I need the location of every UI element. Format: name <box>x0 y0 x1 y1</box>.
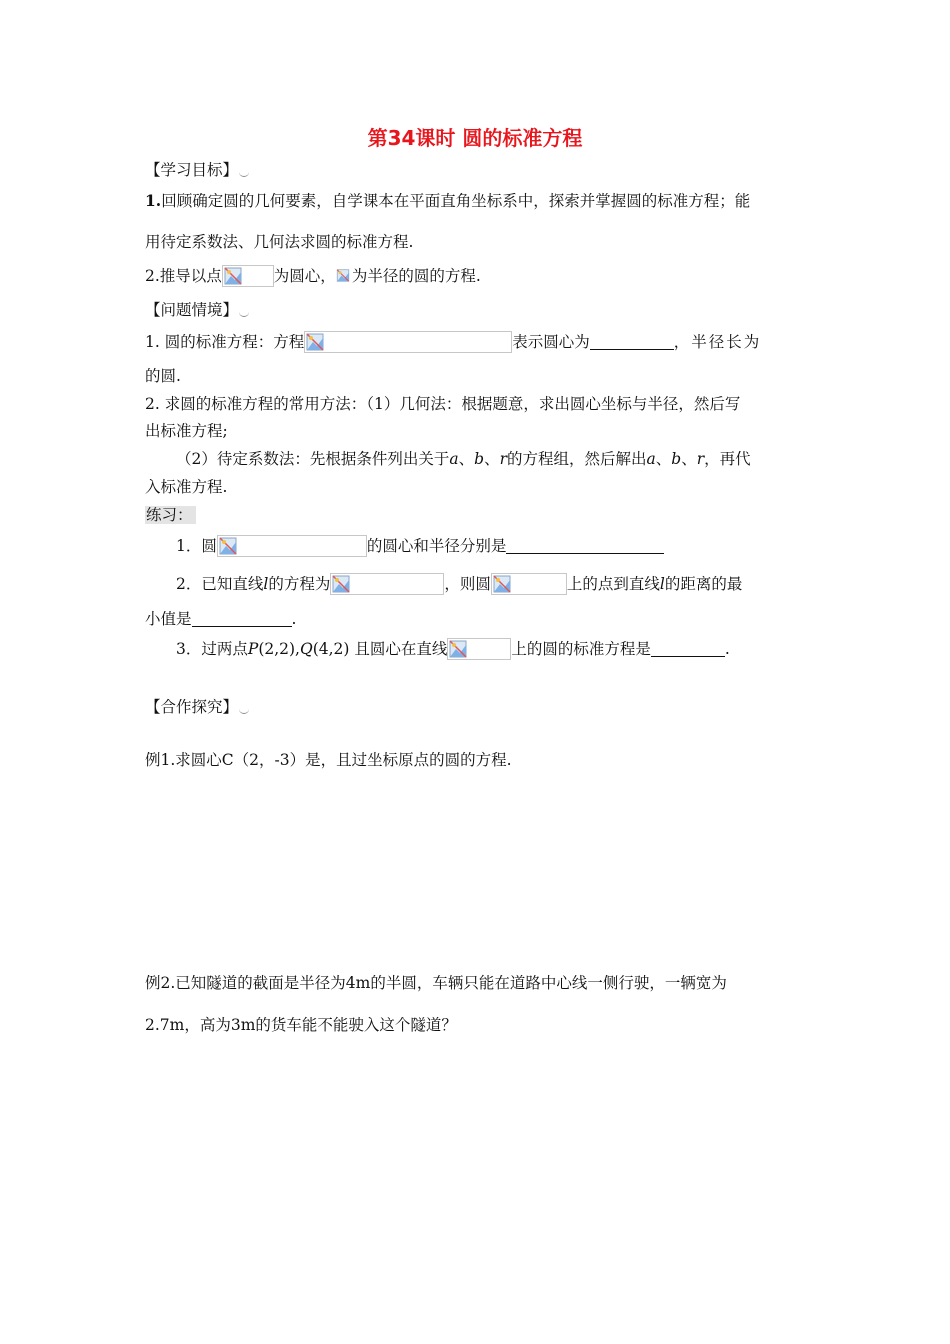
answer-blank-practice-1[interactable] <box>506 537 664 554</box>
page-title: 第34课时 圆的标准方程 <box>367 126 583 150</box>
practice-2-text-g: . <box>291 610 297 628</box>
goal-1-line-1 <box>145 189 810 211</box>
situation-3 <box>176 447 810 469</box>
goal-2-text-b: 为圆心， <box>273 267 336 285</box>
situation-3-text-a: （2）待定系数法：先根据条件列出关于 <box>176 450 450 468</box>
broken-image-icon <box>224 267 242 285</box>
separator: 、 <box>458 450 475 468</box>
practice-2-text-c: ，则圆 <box>444 575 491 593</box>
broken-image-icon <box>219 537 237 555</box>
section-situation <box>145 298 810 320</box>
situation-3-text-b: 的方程组，然后解出 <box>507 450 647 468</box>
point-P: P <box>247 640 259 658</box>
answer-blank-center[interactable] <box>590 333 674 350</box>
broken-image-icon <box>306 333 324 351</box>
paragraph-mark-icon <box>239 707 249 714</box>
formula-image-center <box>222 265 274 287</box>
var-a: a <box>449 450 459 468</box>
var-r: r <box>499 450 508 468</box>
section-explore <box>145 695 810 717</box>
example-2-line-1: 例2.已知隧道的截面是半径为4m的半圆，车辆只能在道路中心线一侧行驶，一辆宽为 <box>145 974 727 992</box>
practice-3-text-b: 且圆心在直线 <box>354 640 448 658</box>
situation-1-text-b: 表示圆心为 <box>512 333 590 351</box>
goal-1-text-1: 回顾确定圆的几何要素，自学课本在平面直角坐标系中，探索并掌握圆的标准方程；能 <box>161 192 751 210</box>
practice-3-text-d: . <box>724 640 730 658</box>
formula-image-radius <box>336 269 352 283</box>
example-1: 例1.求圆心C（2，-3）是，且过坐标原点的圆的方程. <box>145 751 512 769</box>
separator: 、 <box>655 450 672 468</box>
practice-1-text-b: 的圆心和半径分别是 <box>366 537 507 555</box>
broken-image-icon <box>336 269 350 282</box>
formula-image-line-center <box>447 638 511 660</box>
formula-image-standard-equation <box>304 331 512 353</box>
answer-blank-practice-2[interactable] <box>192 610 292 627</box>
practice-3 <box>176 637 810 660</box>
section-explore-label: 【合作探究】 <box>145 698 239 716</box>
paragraph-mark-icon <box>239 310 249 317</box>
practice-1 <box>176 534 810 557</box>
paragraph-mark-icon <box>239 170 249 177</box>
var-l: l <box>659 575 665 593</box>
answer-blank-practice-3[interactable] <box>651 640 725 657</box>
section-situation-label: 【问题情境】 <box>145 301 239 319</box>
situation-1-text-a: 1. 圆的标准方程：方程 <box>145 333 305 351</box>
practice-3-text-a: 3．过两点 <box>176 640 248 658</box>
practice-2-text-e: 的距离的最 <box>664 575 743 593</box>
situation-1-end: 的圆. <box>145 367 181 385</box>
practice-2-text-f: 小值是 <box>145 610 192 628</box>
broken-image-icon <box>493 575 511 593</box>
practice-2-end <box>145 607 810 629</box>
practice-1-text-a: 1．圆 <box>176 537 217 555</box>
situation-2-line-2: 出标准方程; <box>145 422 228 440</box>
formula-image-circle-2 <box>491 573 567 595</box>
separator: 、 <box>681 450 697 468</box>
practice-3-text-c: 上的圆的标准方程是 <box>511 640 651 658</box>
goal-2-text-a: 2.推导以点 <box>145 267 222 285</box>
example-2-line-2: 2.7m，高为3m的货车能不能驶入这个隧道？ <box>145 1016 457 1034</box>
section-practice-label: 练习： <box>145 506 196 524</box>
var-r: r <box>696 450 705 468</box>
practice-2 <box>176 572 810 595</box>
goal-2 <box>145 264 810 287</box>
practice-2-text-b: 的方程为 <box>268 575 331 593</box>
situation-2-line-1: 2. 求圆的标准方程的常用方法：（1）几何法：根据题意，求出圆心坐标与半径，然后写 <box>145 395 741 413</box>
point-P-coords: (2,2), <box>258 640 300 658</box>
practice-2-text-d: 上的点到直线 <box>566 575 660 593</box>
var-l: l <box>263 575 269 593</box>
var-b: b <box>671 450 682 468</box>
goal-2-text-c: 为半径的圆的方程. <box>351 267 481 285</box>
var-a: a <box>646 450 656 468</box>
situation-3-text-c: ，再代 <box>704 450 751 468</box>
point-Q: Q <box>299 640 313 658</box>
goal-1-number: 1. <box>145 191 162 210</box>
formula-image-circle-1 <box>217 535 367 557</box>
practice-2-text-a: 2．已知直线 <box>176 575 264 593</box>
var-b: b <box>474 450 485 468</box>
point-Q-coords: (4,2) <box>312 640 350 658</box>
section-goals-label: 【学习目标】 <box>145 161 239 179</box>
section-practice <box>145 503 810 525</box>
section-goals <box>145 158 810 180</box>
broken-image-icon <box>332 575 350 593</box>
situation-1-text-c: ，半径长为 <box>673 333 762 351</box>
formula-image-line-l <box>330 573 444 595</box>
goal-1-line-2: 用待定系数法、几何法求圆的标准方程. <box>145 233 414 251</box>
separator: 、 <box>484 450 500 468</box>
situation-3-end: 入标准方程. <box>145 478 228 496</box>
situation-1 <box>145 330 810 353</box>
broken-image-icon <box>449 640 467 658</box>
